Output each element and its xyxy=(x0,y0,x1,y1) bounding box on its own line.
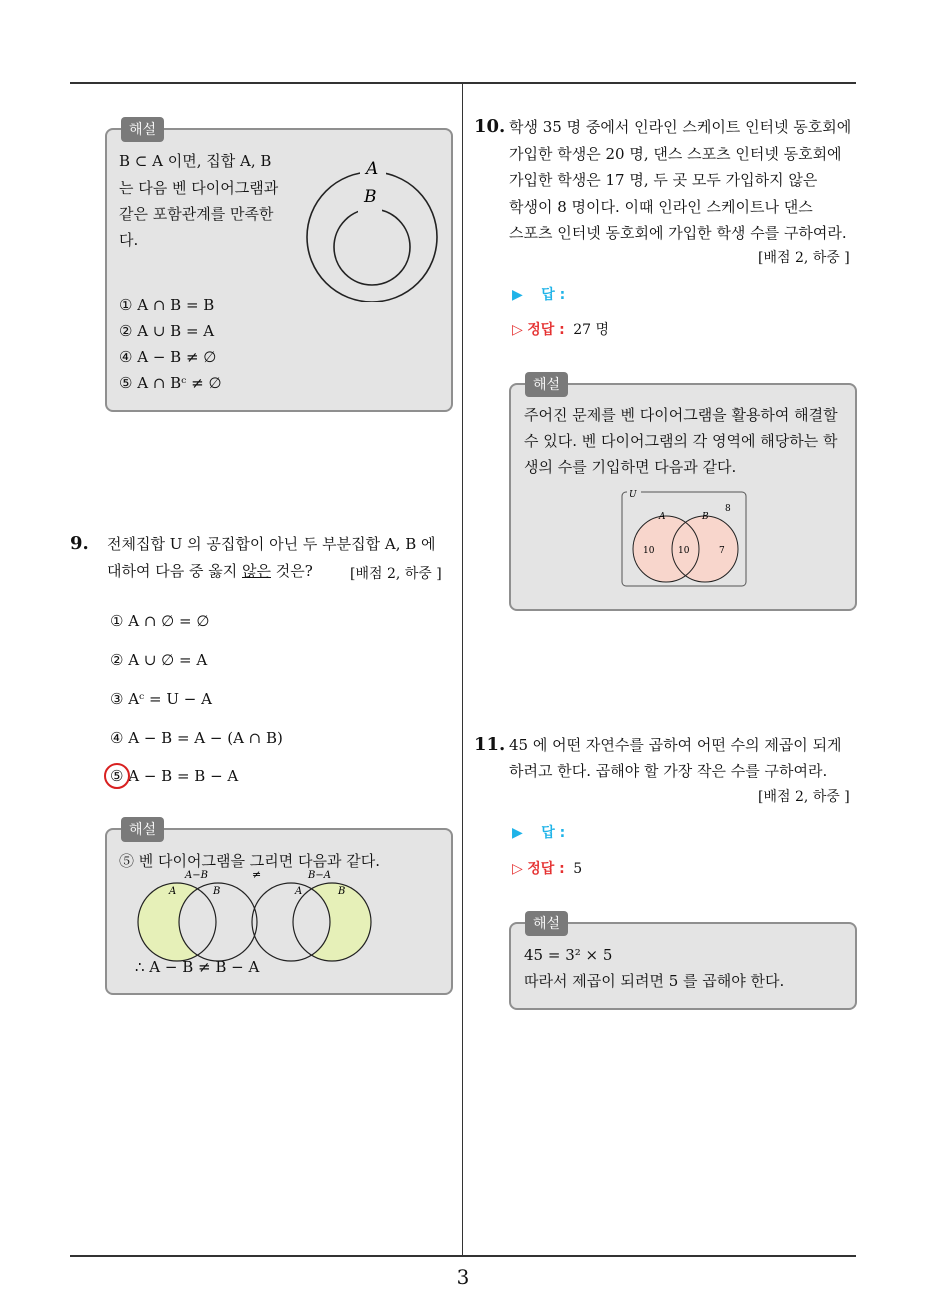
correct-label: 정답 : xyxy=(527,861,565,877)
outside-count: 8 xyxy=(725,504,731,514)
question-10-line: 학생이 8 명이다. 이때 인라인 스케이트나 댄스 xyxy=(509,198,813,216)
explanation-line: 는 다음 벤 다이어그램과 xyxy=(119,179,279,197)
question-10-points: [배점 2, 하중 ] xyxy=(758,250,850,266)
universe-label: U xyxy=(629,490,637,500)
label-a-minus-b: A−B xyxy=(185,870,208,881)
question-11-line: 45 에 어떤 자연수를 곱하여 어떤 수의 제곱이 되게 xyxy=(509,736,842,754)
not-equal-sign: ≠ xyxy=(252,868,262,881)
explanation-tag: 해설 xyxy=(121,117,164,142)
question-10-line: 가입한 학생은 17 명, 두 곳 모두 가입하지 않은 xyxy=(509,171,818,189)
explanation-line: 같은 포함관계를 만족한 xyxy=(119,205,274,223)
explanation-line: 45 = 3² × 5 xyxy=(524,946,613,964)
label-set-b: B xyxy=(213,886,221,897)
correct-value: 27 명 xyxy=(573,322,610,338)
a-only-count: 10 xyxy=(643,546,655,556)
correct-answer-row xyxy=(512,858,582,878)
explanation-line: 생의 수를 기입하면 다음과 같다. xyxy=(524,458,737,476)
question-10-line: 학생 35 명 중에서 인라인 스케이트 인터넷 동호회에 xyxy=(509,118,852,136)
question-11-points: [배점 2, 하중 ] xyxy=(758,789,850,805)
label-b-minus-a: B−A xyxy=(308,870,331,881)
question-9-line xyxy=(107,558,313,585)
subset-venn-diagram xyxy=(302,152,447,302)
question-10-number: 10. xyxy=(474,116,506,137)
set-a-label: A xyxy=(659,512,666,522)
conclusion-line: ∴ A − B ≠ B − A xyxy=(135,958,260,976)
label-set-a: A xyxy=(295,886,303,897)
explanation-line: 수 있다. 벤 다이어그램의 각 영역에 해당하는 학 xyxy=(524,432,838,450)
explanation-tag: 해설 xyxy=(121,817,164,842)
bottom-rule xyxy=(70,1255,856,1257)
question-9-number: 9. xyxy=(70,533,89,554)
answer-label: 답 : xyxy=(541,825,566,841)
outline-arrow-icon: ▷ xyxy=(512,861,523,877)
outline-arrow-icon: ▷ xyxy=(512,322,523,338)
correct-answer-row xyxy=(512,319,609,339)
answer-row[interactable] xyxy=(512,822,565,842)
correct-label: 정답 : xyxy=(527,322,565,338)
club-venn-diagram xyxy=(621,489,751,589)
play-arrow-icon: ▶ xyxy=(512,287,523,303)
explanation-line: B ⊂ A 이면, 집합 A, B xyxy=(119,152,272,170)
option-item: ② A ∪ B = A xyxy=(119,322,215,340)
inner-set-circle xyxy=(334,209,410,285)
explanation-line: 주어진 문제를 벤 다이어그램을 활용하여 해결할 xyxy=(524,406,838,424)
correct-value: 5 xyxy=(573,861,583,877)
answer-circle-mark xyxy=(104,763,130,789)
question-9-text-post: 것은? xyxy=(270,562,313,580)
question-9-points: [배점 2, 하중 ] xyxy=(350,566,442,582)
set-b-label: B xyxy=(702,512,709,522)
explanation-line: 따라서 제곱이 되려면 5 를 곱해야 한다. xyxy=(524,972,785,990)
explanation-line: 다. xyxy=(119,231,139,249)
question-10-line: 스포츠 인터넷 동호회에 가입한 학생 수를 구하여라. xyxy=(509,224,847,242)
explanation-box-q10 xyxy=(509,377,857,611)
explanation-tag: 해설 xyxy=(525,372,568,397)
question-10-line: 가입한 학생은 20 명, 댄스 스포츠 인터넷 동호회에 xyxy=(509,145,842,163)
option-4[interactable]: ④ A − B = A − (A ∩ B) xyxy=(110,729,283,747)
explanation-tag: 해설 xyxy=(525,911,568,936)
explanation-box-prev xyxy=(105,122,453,412)
label-set-a: A xyxy=(169,886,177,897)
option-2[interactable]: ② A ∪ ∅ = A xyxy=(110,651,208,669)
option-3[interactable]: ③ Aᶜ = U − A xyxy=(110,690,212,708)
b-only-count: 7 xyxy=(719,546,725,556)
question-9-line: 전체집합 U 의 공집합이 아닌 두 부분집합 A, B 에 xyxy=(107,535,436,553)
question-9-underlined: 않은 xyxy=(242,562,271,580)
option-item: ④ A − B ≠ ∅ xyxy=(119,348,217,366)
top-rule xyxy=(70,82,856,84)
question-11-number: 11. xyxy=(474,734,506,755)
outer-set-label: A xyxy=(366,159,379,179)
inner-set-label: B xyxy=(364,187,377,207)
difference-venn-diagrams xyxy=(127,866,387,966)
explanation-box-q11 xyxy=(509,916,857,1010)
answer-row[interactable] xyxy=(512,284,565,304)
question-9-text-pre: 대하여 다음 중 옳지 xyxy=(107,562,242,580)
label-set-b: B xyxy=(338,886,346,897)
explanation-line: ⑤ 벤 다이어그램을 그리면 다음과 같다. xyxy=(119,852,380,870)
option-1[interactable]: ① A ∩ ∅ = ∅ xyxy=(110,612,210,630)
option-item: ⑤ A ∩ Bᶜ ≠ ∅ xyxy=(119,374,222,392)
option-item: ① A ∩ B = B xyxy=(119,296,215,314)
play-arrow-icon: ▶ xyxy=(512,825,523,841)
question-11-line: 하려고 한다. 곱해야 할 가장 작은 수를 구하여라. xyxy=(509,762,828,780)
option-5[interactable]: ⑤ A − B = B − A xyxy=(110,767,239,785)
both-count: 10 xyxy=(678,546,690,556)
page-number: 3 xyxy=(456,1265,470,1289)
column-divider xyxy=(462,84,463,1256)
answer-label: 답 : xyxy=(541,287,566,303)
explanation-box-q9 xyxy=(105,822,453,995)
